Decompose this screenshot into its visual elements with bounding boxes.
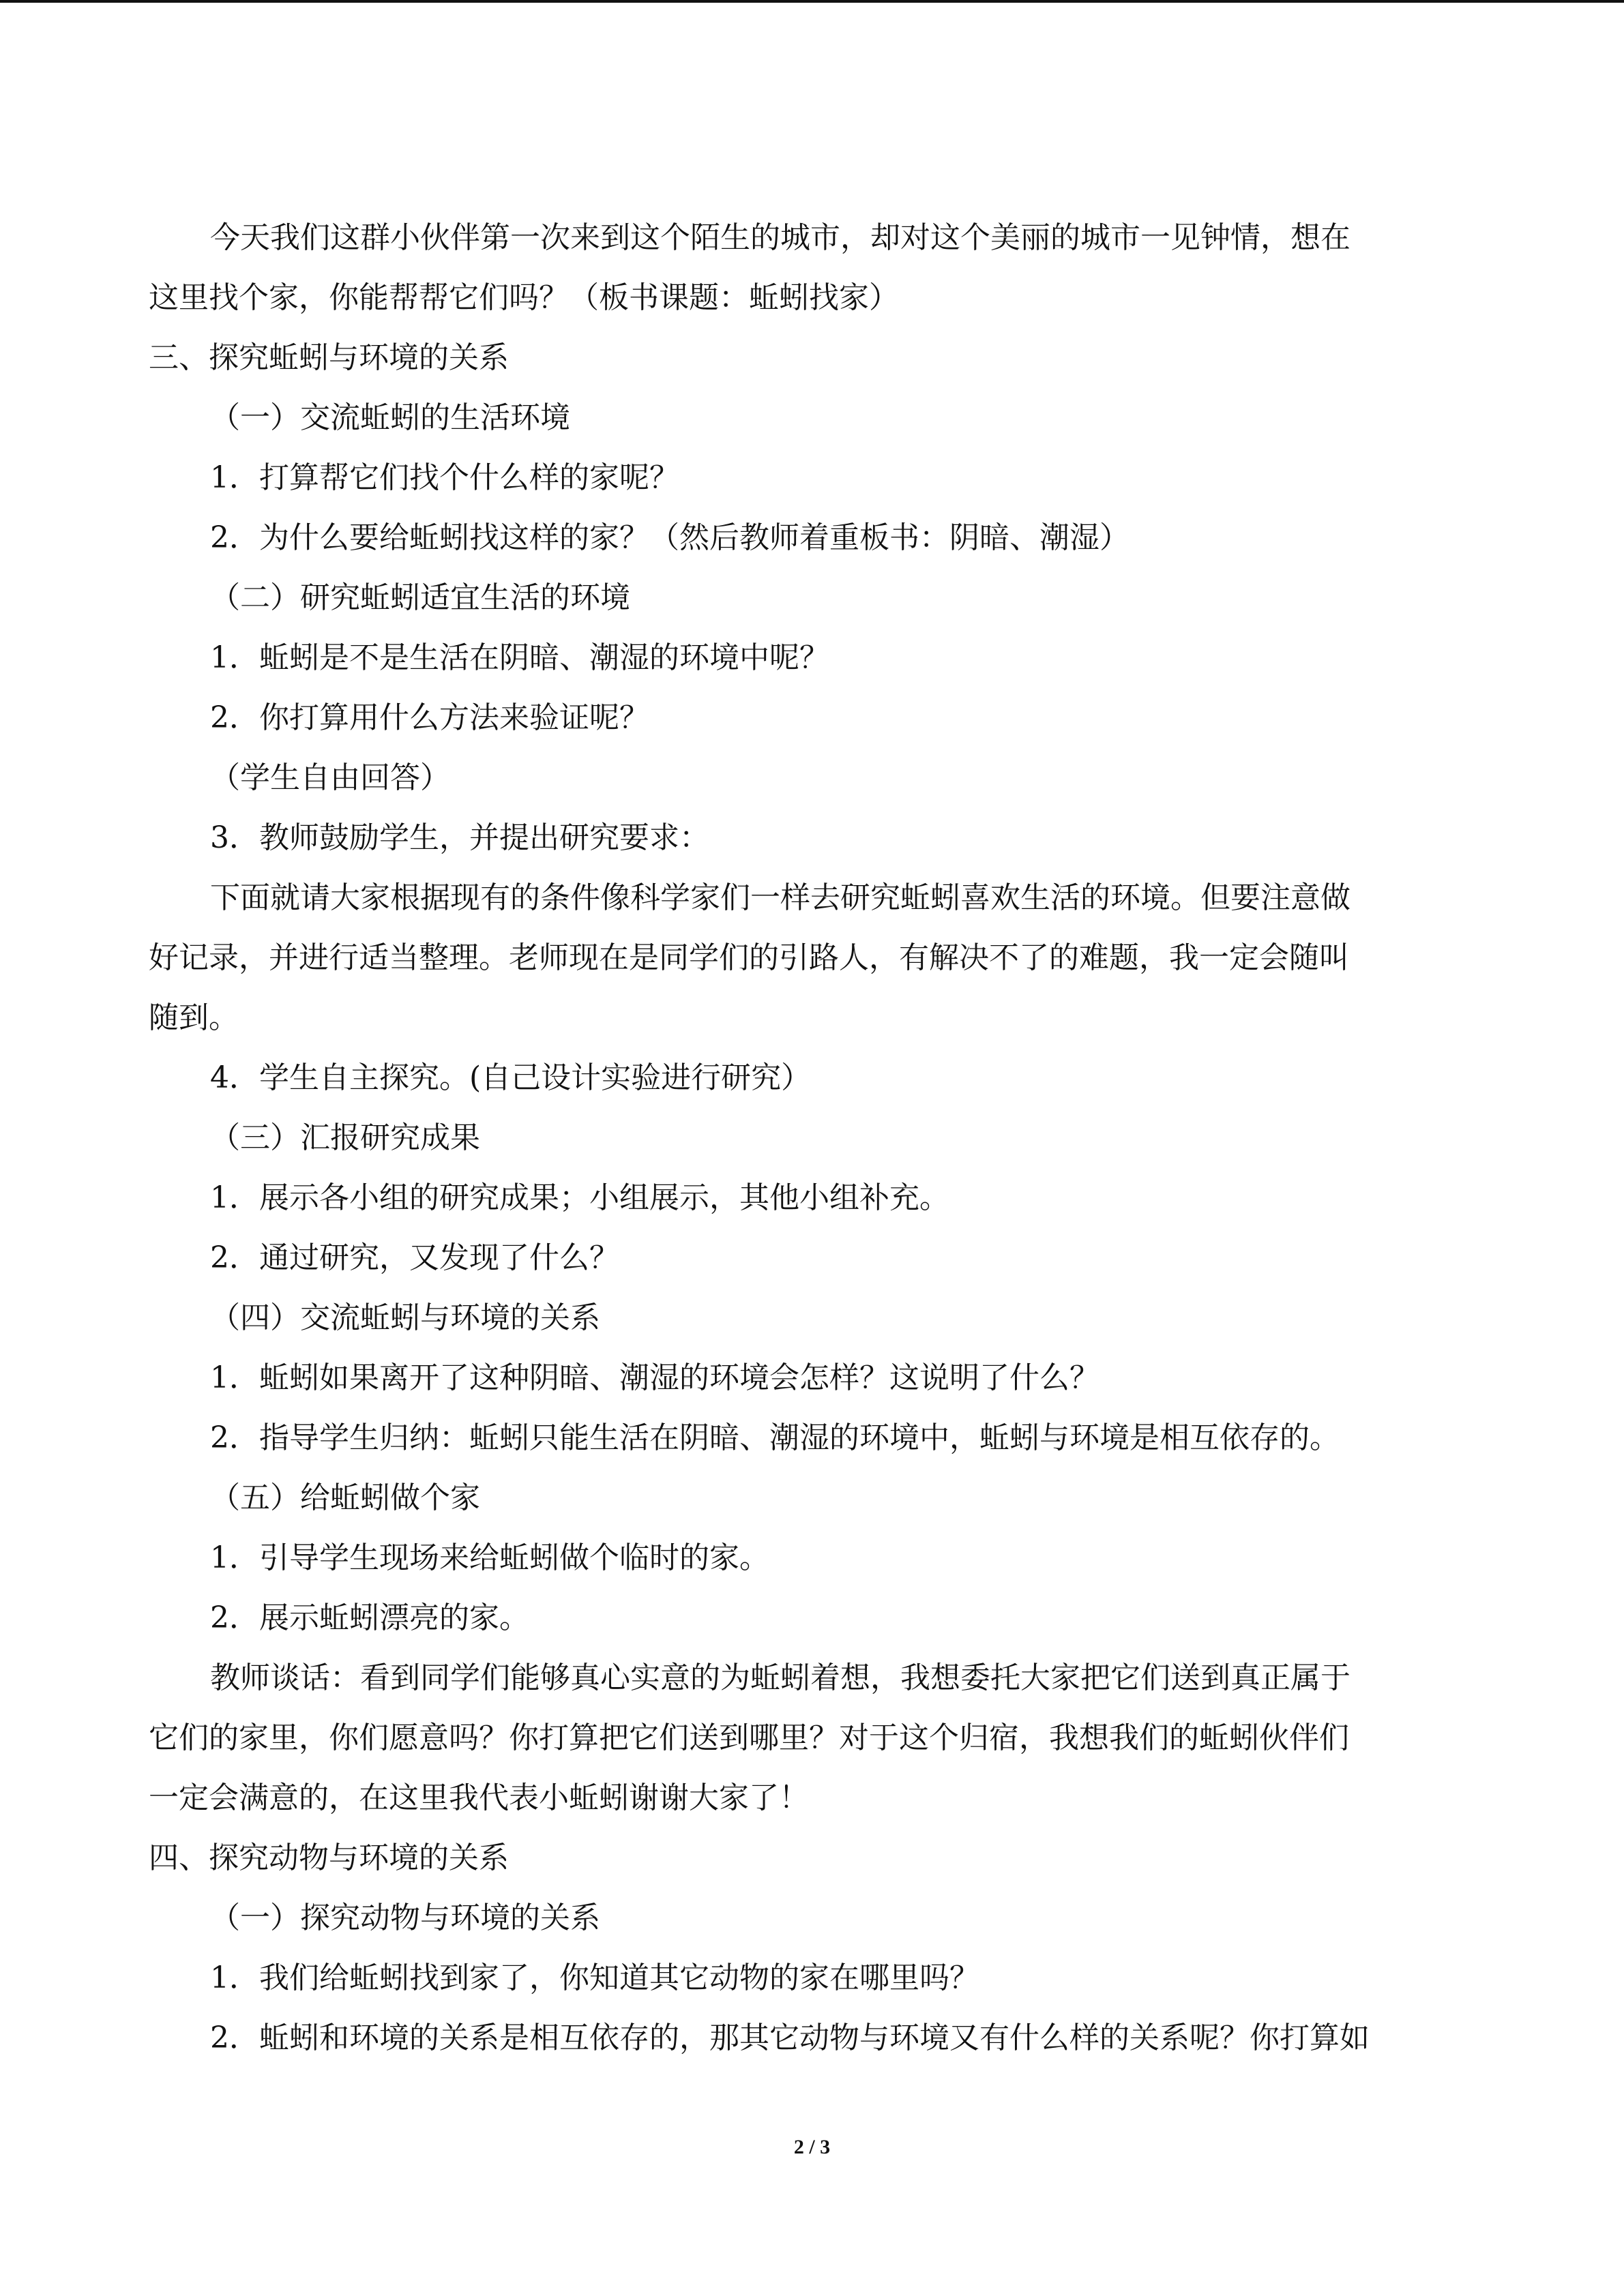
text-line: 1．蚯蚓是不是生活在阴暗、潮湿的环境中呢？ [210, 640, 829, 675]
text-line: 1．展示各小组的研究成果；小组展示，其他小组补充。 [210, 1180, 949, 1215]
text-line: 1．我们给蚯蚓找到家了，你知道其它动物的家在哪里吗？ [210, 1960, 979, 1995]
text-line: 2．为什么要给蚯蚓找这样的家？（然后教师着重板书：阴暗、潮湿） [210, 520, 1130, 555]
text-line: 教师谈话：看到同学们能够真心实意的为蚯蚓着想，我想委托大家把它们送到真正属于 [210, 1660, 1350, 1695]
text-line: 1．蚯蚓如果离开了这种阴暗、潮湿的环境会怎样？这说明了什么？ [210, 1360, 1099, 1395]
text-line: 三、探究蚯蚓与环境的关系 [149, 340, 509, 375]
text-line: 这里找个家，你能帮帮它们吗？（板书课题：蚯蚓找家） [149, 280, 899, 315]
text-line: 2．你打算用什么方法来验证呢？ [210, 700, 649, 735]
text-line: 2．蚯蚓和环境的关系是相互依存的，那其它动物与环境又有什么样的关系呢？你打算如 [210, 2021, 1370, 2055]
text-line: 好记录，并进行适当整理。老师现在是同学们的引路人，有解决不了的难题，我一定会随叫 [149, 940, 1349, 975]
document-body [149, 208, 1465, 2068]
top-border-line [0, 0, 1624, 3]
text-line: 一定会满意的，在这里我代表小蚯蚓谢谢大家了！ [149, 1780, 809, 1815]
text-line: （四）交流蚯蚓与环境的关系 [210, 1300, 600, 1335]
text-line: 它们的家里，你们愿意吗？你打算把它们送到哪里？对于这个归宿，我想我们的蚯蚓伙伴们 [149, 1720, 1349, 1755]
text-line: 随到。 [149, 1000, 239, 1035]
text-line: 1．引导学生现场来给蚯蚓做个临时的家。 [210, 1540, 769, 1575]
text-line: （二）研究蚯蚓适宜生活的环境 [210, 580, 630, 615]
text-line: （三）汇报研究成果 [210, 1120, 480, 1155]
text-line: （五）给蚯蚓做个家 [210, 1480, 480, 1515]
text-line: 4．学生自主探究。(自己设计实验进行研究） [210, 1060, 812, 1095]
text-line: 2．展示蚯蚓漂亮的家。 [210, 1600, 529, 1635]
text-line: 下面就请大家根据现有的条件像科学家们一样去研究蚯蚓喜欢生活的环境。但要注意做 [210, 880, 1350, 915]
text-line: （学生自由回答） [210, 760, 450, 795]
page-number: 2 / 3 [793, 2136, 831, 2158]
text-line: 2．指导学生归纳：蚯蚓只能生活在阴暗、潮湿的环境中，蚯蚓与环境是相互依存的。 [210, 1420, 1340, 1455]
text-line: 3．教师鼓励学生，并提出研究要求： [210, 820, 709, 855]
text-line: 1．打算帮它们找个什么样的家呢？ [210, 460, 679, 495]
text-line: （一）探究动物与环境的关系 [210, 1900, 600, 1935]
text-line: 今天我们这群小伙伴第一次来到这个陌生的城市，却对这个美丽的城市一见钟情，想在 [210, 220, 1350, 255]
text-line: （一）交流蚯蚓的生活环境 [210, 400, 570, 435]
text-line: 2．通过研究，又发现了什么？ [210, 1240, 619, 1275]
text-line: 四、探究动物与环境的关系 [149, 1840, 509, 1875]
